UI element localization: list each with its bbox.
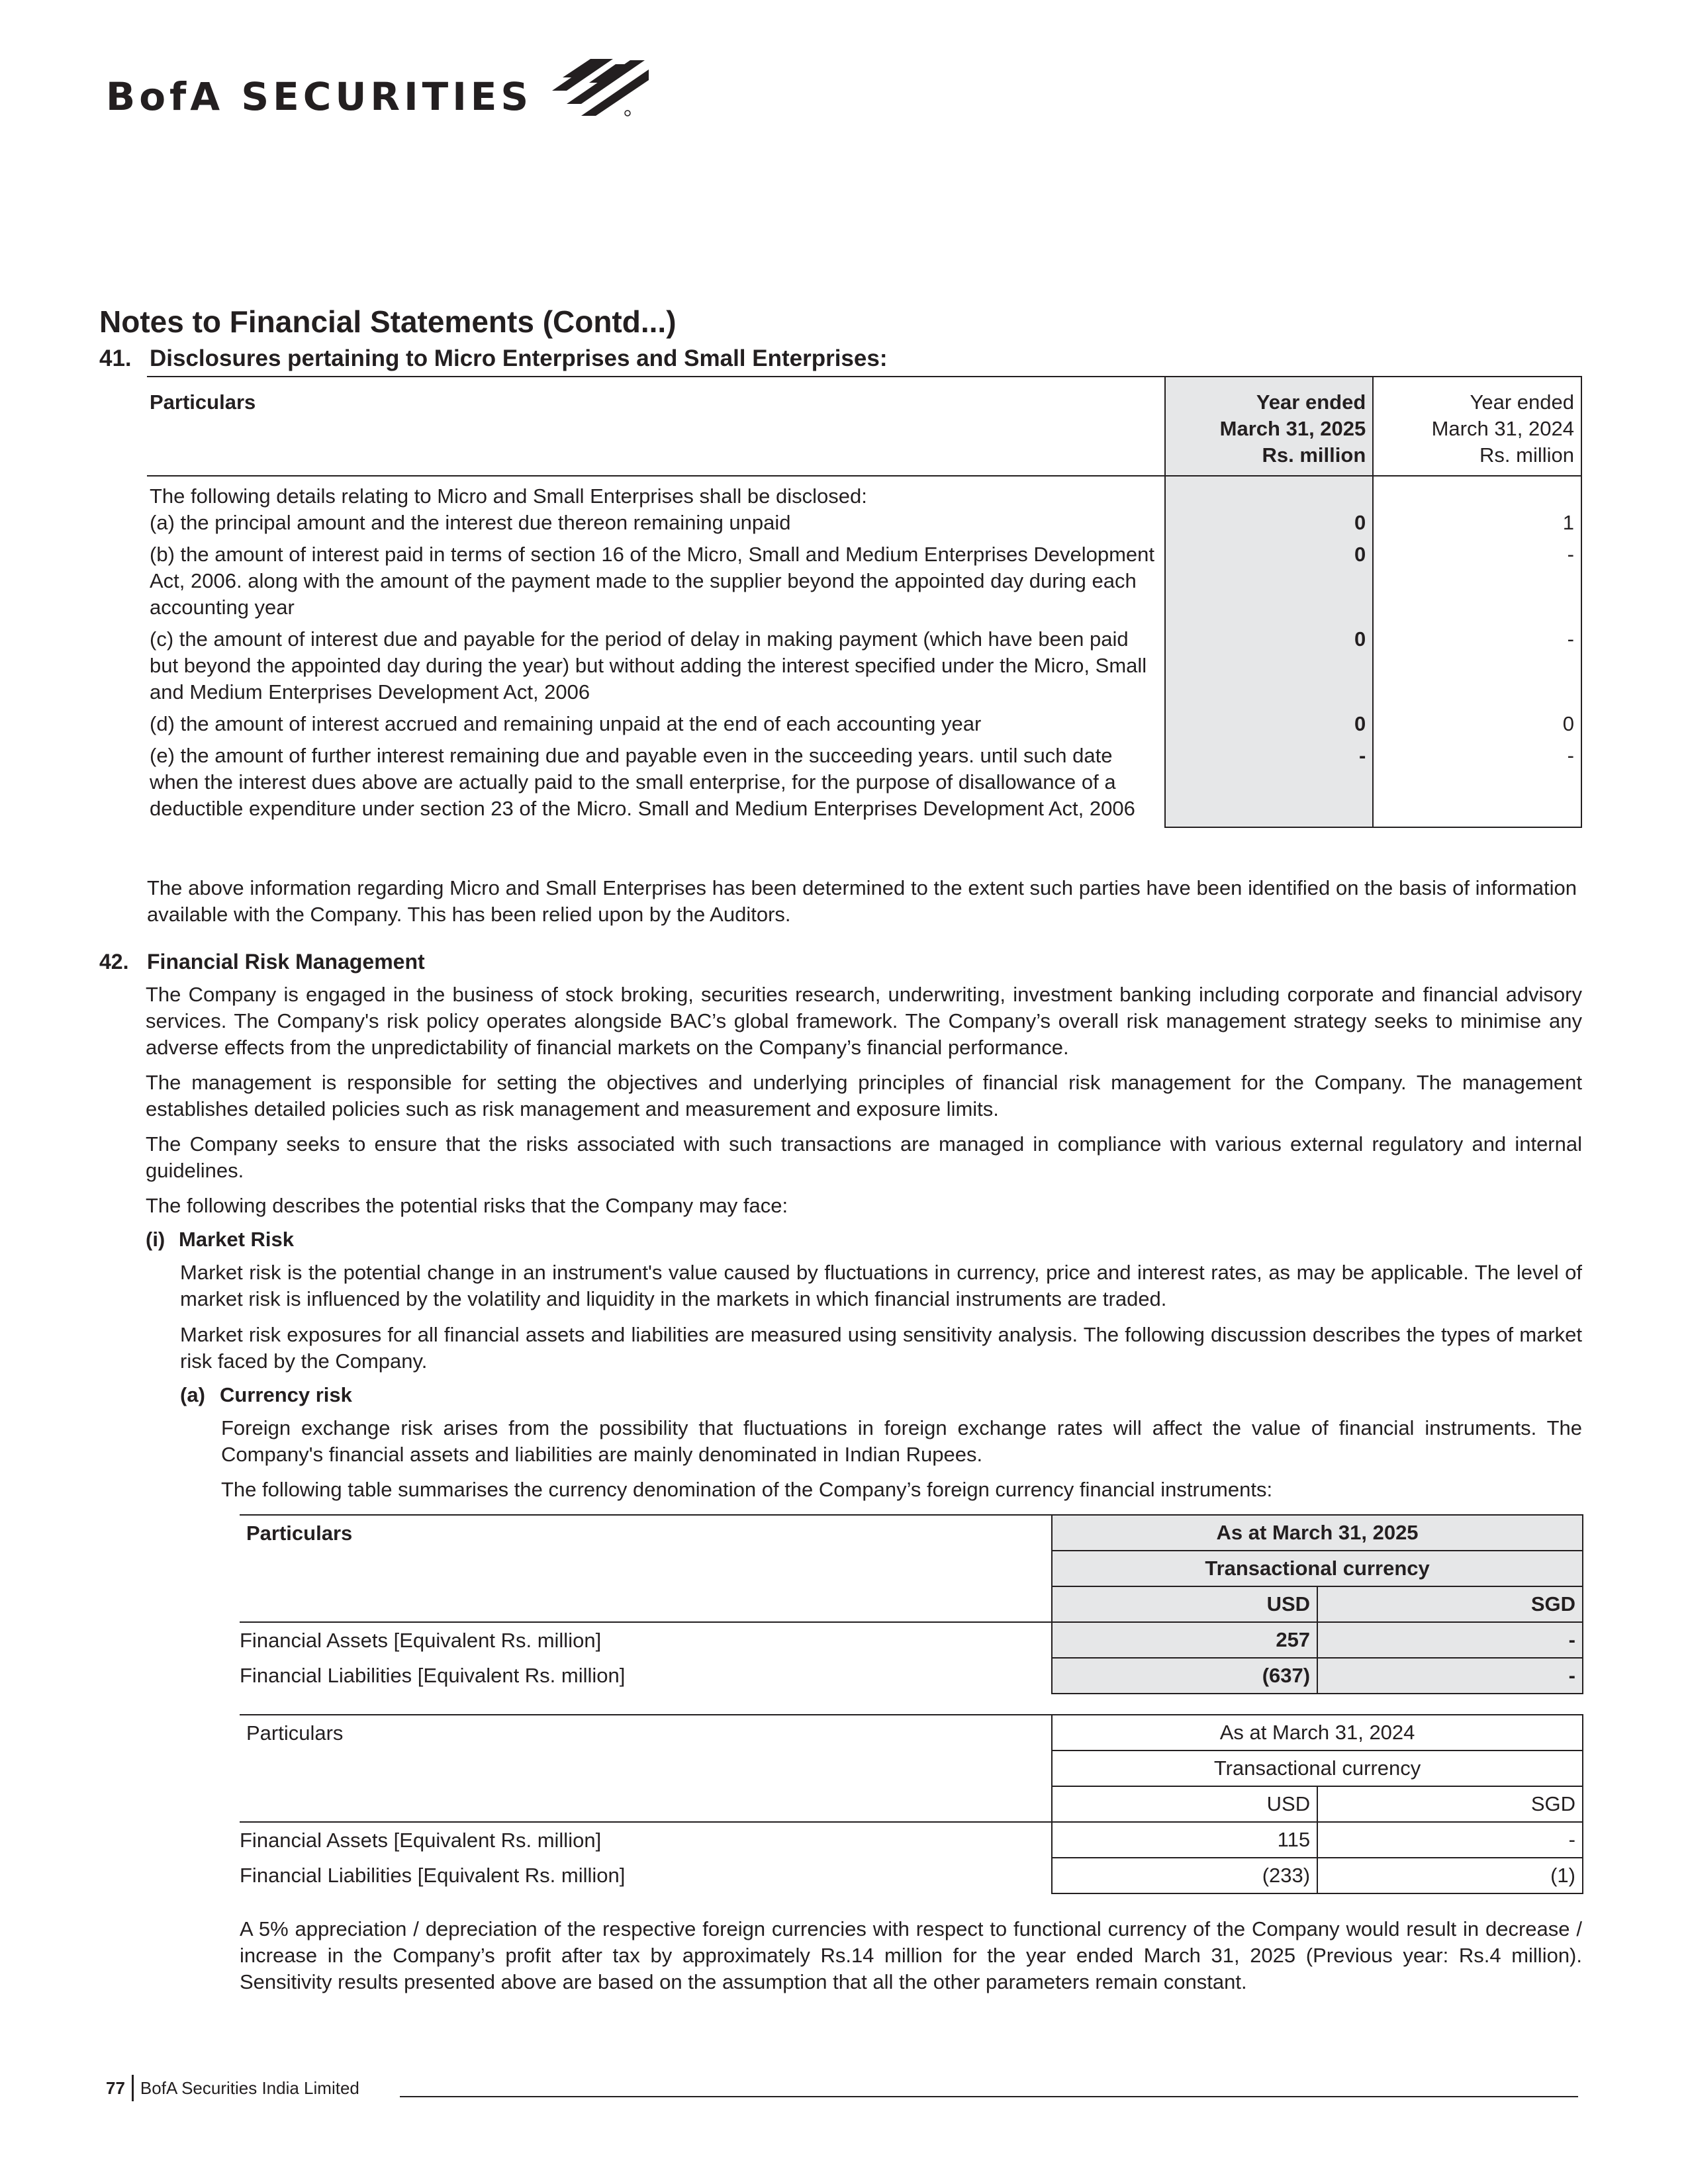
col-current-year bbox=[1165, 377, 1374, 476]
paragraph: Foreign exchange risk arises from the possibility that fluctuations in foreign exchange rates will affect the value of financial instruments. The Company's financial assets and liabilities are mainly denominated in Indian Rupees. bbox=[221, 1416, 1582, 1466]
paragraph: The following table summarises the currency denomination of the Company’s foreign currency financial instruments: bbox=[221, 1478, 1273, 1501]
msme-disclosure-table bbox=[147, 376, 1582, 828]
col-usd: USD bbox=[1052, 1786, 1317, 1822]
table-row bbox=[240, 1622, 1583, 1658]
py-value: - bbox=[1373, 743, 1581, 827]
footer-rule bbox=[400, 2096, 1578, 2097]
paragraph: Market risk exposures for all financial assets and liabilities are measured using sensitivity analysis. The following discussion describes the types of market risk faced by the Company. bbox=[180, 1323, 1582, 1373]
table-row bbox=[147, 476, 1581, 541]
cy-value: - bbox=[1165, 743, 1374, 827]
section-title: Disclosures pertaining to Micro Enterprises and Small Enterprises: bbox=[150, 345, 888, 371]
table-row bbox=[147, 541, 1581, 626]
table-intro: The following details relating to Micro and Small Enterprises shall be disclosed: bbox=[150, 484, 867, 508]
row-label: (b) the amount of interest paid in terms of section 16 of the Micro, Small and Medium Enterprises Development Act, 2006. along with the amount of the payment made to the supplier beyond the appointed day during each accounting year bbox=[150, 543, 1154, 619]
cy-value: 0 bbox=[1165, 711, 1374, 743]
table-header-row bbox=[240, 1586, 1583, 1622]
py-value: 0 bbox=[1373, 711, 1581, 743]
paragraph: Market risk is the potential change in an instrument's value caused by fluctuations in currency, price and interest rates, as may be applicable. The level of market risk is influenced by the volatility and liquidity in the markets in which financial instruments are traded. bbox=[180, 1261, 1582, 1310]
currency-table-2025 bbox=[240, 1514, 1583, 1694]
usd-value: (233) bbox=[1052, 1858, 1317, 1893]
sgd-value: (1) bbox=[1317, 1858, 1583, 1893]
page-footer bbox=[106, 2075, 359, 2101]
period-heading: As at March 31, 2025 bbox=[1052, 1515, 1583, 1551]
section-41-heading bbox=[99, 344, 887, 373]
cy-value: 0 bbox=[1354, 511, 1366, 534]
bofa-flag-icon bbox=[549, 56, 655, 124]
col-particulars: Particulars bbox=[240, 1515, 1052, 1551]
brand-logo bbox=[106, 69, 655, 124]
subsection-title: Market Risk bbox=[179, 1228, 295, 1251]
row-label: (c) the amount of interest due and payable for the period of delay in making payment (which have been paid but beyond the appointed day during the year) but without adding the interest specified under the Micro, Small and Medium Enterprises Development Act, 2006 bbox=[150, 627, 1147, 704]
cy-line-3: Rs. million bbox=[1262, 443, 1366, 467]
sgd-value: - bbox=[1317, 1822, 1583, 1858]
currency-risk-heading bbox=[180, 1382, 352, 1408]
subsection-number: (a) bbox=[180, 1383, 205, 1406]
page-number: 77 bbox=[106, 2078, 125, 2098]
cy-value: 0 bbox=[1165, 541, 1374, 626]
sgd-value: - bbox=[1317, 1622, 1583, 1658]
py-line-1: Year ended bbox=[1470, 390, 1574, 414]
table-row bbox=[240, 1822, 1583, 1858]
row-label: Financial Liabilities [Equivalent Rs. million] bbox=[240, 1864, 626, 1887]
col-particulars: Particulars bbox=[240, 1715, 1052, 1751]
usd-value: 115 bbox=[1052, 1822, 1317, 1858]
subsection-number: (i) bbox=[146, 1228, 165, 1251]
table-row bbox=[240, 1658, 1583, 1694]
table-row bbox=[147, 711, 1581, 743]
py-line-2: March 31, 2024 bbox=[1431, 417, 1574, 440]
section-title: Financial Risk Management bbox=[147, 950, 425, 974]
logo-text: BofA SECURITIES bbox=[106, 74, 533, 119]
transactional-currency-heading: Transactional currency bbox=[1052, 1551, 1583, 1586]
table-header-row bbox=[240, 1751, 1583, 1786]
cy-value: 0 bbox=[1165, 626, 1374, 711]
usd-value: (637) bbox=[1052, 1658, 1317, 1694]
table-header-row bbox=[240, 1786, 1583, 1822]
row-label: Financial Liabilities [Equivalent Rs. million] bbox=[240, 1664, 626, 1687]
section-number: 42. bbox=[99, 950, 129, 974]
footer-divider bbox=[132, 2075, 134, 2101]
col-sgd: SGD bbox=[1317, 1586, 1583, 1622]
row-label: Financial Assets [Equivalent Rs. million] bbox=[240, 1828, 602, 1852]
py-line-3: Rs. million bbox=[1479, 443, 1574, 467]
py-value: 1 bbox=[1562, 511, 1574, 534]
market-risk-heading bbox=[146, 1226, 294, 1253]
section-42-heading bbox=[99, 948, 425, 975]
cy-line-2: March 31, 2025 bbox=[1219, 417, 1366, 440]
paragraph: The following describes the potential risks that the Company may face: bbox=[146, 1194, 788, 1217]
table-row bbox=[240, 1858, 1583, 1893]
table-header-row bbox=[240, 1715, 1583, 1751]
usd-value: 257 bbox=[1052, 1622, 1317, 1658]
currency-table-2024 bbox=[240, 1714, 1583, 1894]
py-value: - bbox=[1373, 626, 1581, 711]
table-header-row bbox=[240, 1515, 1583, 1551]
col-particulars: Particulars bbox=[147, 377, 1165, 476]
table-header-row bbox=[147, 377, 1581, 476]
paragraph: The Company is engaged in the business of stock broking, securities research, underwriting, investment banking including corporate and financial advisory services. The Company's risk policy operates alongside BAC’s global framework. The Company’s overall risk management strategy seeks to minimise any adverse effects from the unpredictability of financial markets on the Company’s financial performance. bbox=[146, 983, 1582, 1059]
page-title: Notes to Financial Statements (Contd...) bbox=[99, 304, 677, 339]
subsection-title: Currency risk bbox=[220, 1383, 352, 1406]
paragraph: The management is responsible for setting the objectives and underlying principles of financial risk management for the Company. The management establishes detailed policies such as risk management and measurement and exposure limits. bbox=[146, 1071, 1582, 1120]
cy-line-1: Year ended bbox=[1256, 390, 1366, 414]
col-usd: USD bbox=[1052, 1586, 1317, 1622]
py-value: - bbox=[1373, 541, 1581, 626]
transactional-currency-heading: Transactional currency bbox=[1052, 1751, 1583, 1786]
row-label: (a) the principal amount and the interest due thereon remaining unpaid bbox=[150, 511, 791, 534]
sensitivity-paragraph: A 5% appreciation / depreciation of the respective foreign currencies with respect to functional currency of the Company would result in decrease / increase in the Company’s profit after tax by approximately Rs.14 million for the year ended March 31, 2025 (Previous year: Rs.4 million). Sensitivity results presented above are based on the assumption that all the other parameters remain constant. bbox=[240, 1917, 1582, 1993]
section-number: 41. bbox=[99, 345, 132, 371]
sgd-value: - bbox=[1317, 1658, 1583, 1694]
col-sgd: SGD bbox=[1317, 1786, 1583, 1822]
table-row bbox=[147, 626, 1581, 711]
paragraph: The Company seeks to ensure that the risks associated with such transactions are managed in compliance with various external regulatory and internal guidelines. bbox=[146, 1132, 1582, 1182]
row-label: (e) the amount of further interest remaining due and payable even in the succeeding years. until such date when the interest dues above are actually paid to the small enterprise, for the purpose of disallowance of a deductible expenditure under section 23 of the Micro. Small and Medium Enterprises Development Act, 2006 bbox=[150, 744, 1135, 820]
period-heading: As at March 31, 2024 bbox=[1052, 1715, 1583, 1751]
row-label: Financial Assets [Equivalent Rs. million] bbox=[240, 1628, 602, 1652]
table-row bbox=[147, 743, 1581, 827]
col-previous-year bbox=[1373, 377, 1581, 476]
row-label: (d) the amount of interest accrued and remaining unpaid at the end of each accounting year bbox=[150, 712, 982, 735]
msme-note: The above information regarding Micro and Small Enterprises has been determined to the extent such parties have been identified on the basis of information available with the Company. This has been relied upon by the Auditors. bbox=[147, 876, 1577, 926]
table-header-row bbox=[240, 1551, 1583, 1586]
footer-company: BofA Securities India Limited bbox=[140, 2078, 359, 2098]
